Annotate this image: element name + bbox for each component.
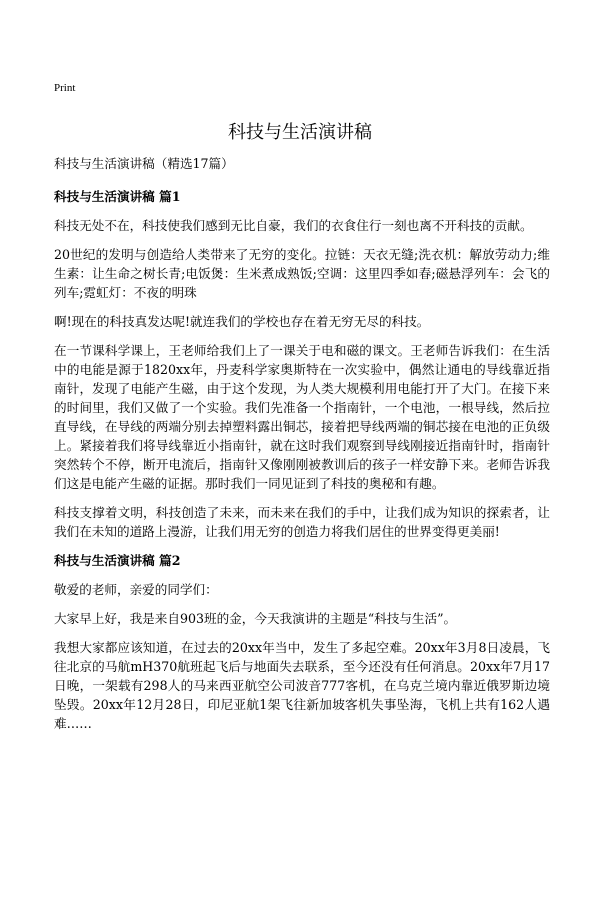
- section-1: [54, 187, 550, 541]
- paragraph: 大家早上好，我是来自903班的金，今天我演讲的主题是“科技与生活”。: [54, 611, 457, 626]
- paragraph: 在一节课科学课上，王老师给我们上了一课关于电和磁的课文。王老师告诉我们：在生活中的电能是源于1820xx年，丹麦科学家奥斯特在一次实验中，偶然让通电的导线靠近指南针，发现了电能产生磁，由于这个发现，为人类大规模利用电能打开了大门。在接下来的时间里，我们又做了一个实验。我们先准备一个指南针，一个电池，一根导线，然后拉直导线，在导线的两端分别去掉塑料露出铜芯，接着把导线两端的铜芯接在电池的正负级上。紧接着我们将导线靠近小指南针，就在这时我们观察到导线刚接近指南针时，指南针突然转个不停，断开电流后，指南针又像刚刚被教训后的孩子一样安静下来。老师告诉我们这是电能产生磁的证据。那时我们一同见证到了科技的奥秘和有趣。: [54, 343, 550, 491]
- paragraph: 啊!现在的科技真发达呢!就连我们的学校也存在着无穷无尽的科技。: [54, 314, 430, 329]
- page-title: 科技与生活演讲稿: [228, 122, 372, 143]
- paragraph: 敬爱的老师，亲爱的同学们：: [54, 582, 218, 597]
- paragraph: 科技无处不在，科技使我们感到无比自豪，我们的衣食住行一刻也离不开科技的贡献。: [54, 218, 533, 233]
- section-heading: 科技与生活演讲稿 篇1: [54, 189, 181, 204]
- paragraph: 科技支撑着文明，科技创造了未来，而未来在我们的手中，让我们成为知识的探索者，让我们在未知的道路上漫游，让我们用无穷的创造力将我们居住的世界变得更美丽!: [54, 505, 550, 539]
- print-label: Print: [54, 82, 76, 94]
- section-2: [54, 551, 550, 733]
- document-subtitle: 科技与生活演讲稿（精选17篇）: [54, 156, 234, 171]
- document-body: [54, 154, 550, 743]
- section-heading: 科技与生活演讲稿 篇2: [54, 553, 181, 568]
- paragraph: 20世纪的发明与创造给人类带来了无穷的变化。拉链：天衣无缝;洗衣机：解放劳动力;维生素：让生命之树长青;电饭煲：生米煮成熟饭;空调：这里四季如春;磁悬浮列车：会飞的列车;霓虹灯：不夜的明珠: [54, 247, 550, 300]
- paragraph: 我想大家都应该知道，在过去的20xx年当中，发生了多起空难。20xx年3月8日凌晨，飞往北京的马航mH370航班起飞后与地面失去联系，至今还没有任何消息。20xx年7月17日晚，一架载有298人的马来西亚航空公司波音777客机，在乌克兰境内靠近俄罗斯边境坠毁。20xx年12月28日，印尼亚航1架飞往新加坡客机失事坠海，飞机上共有162人遇难……: [54, 640, 550, 731]
